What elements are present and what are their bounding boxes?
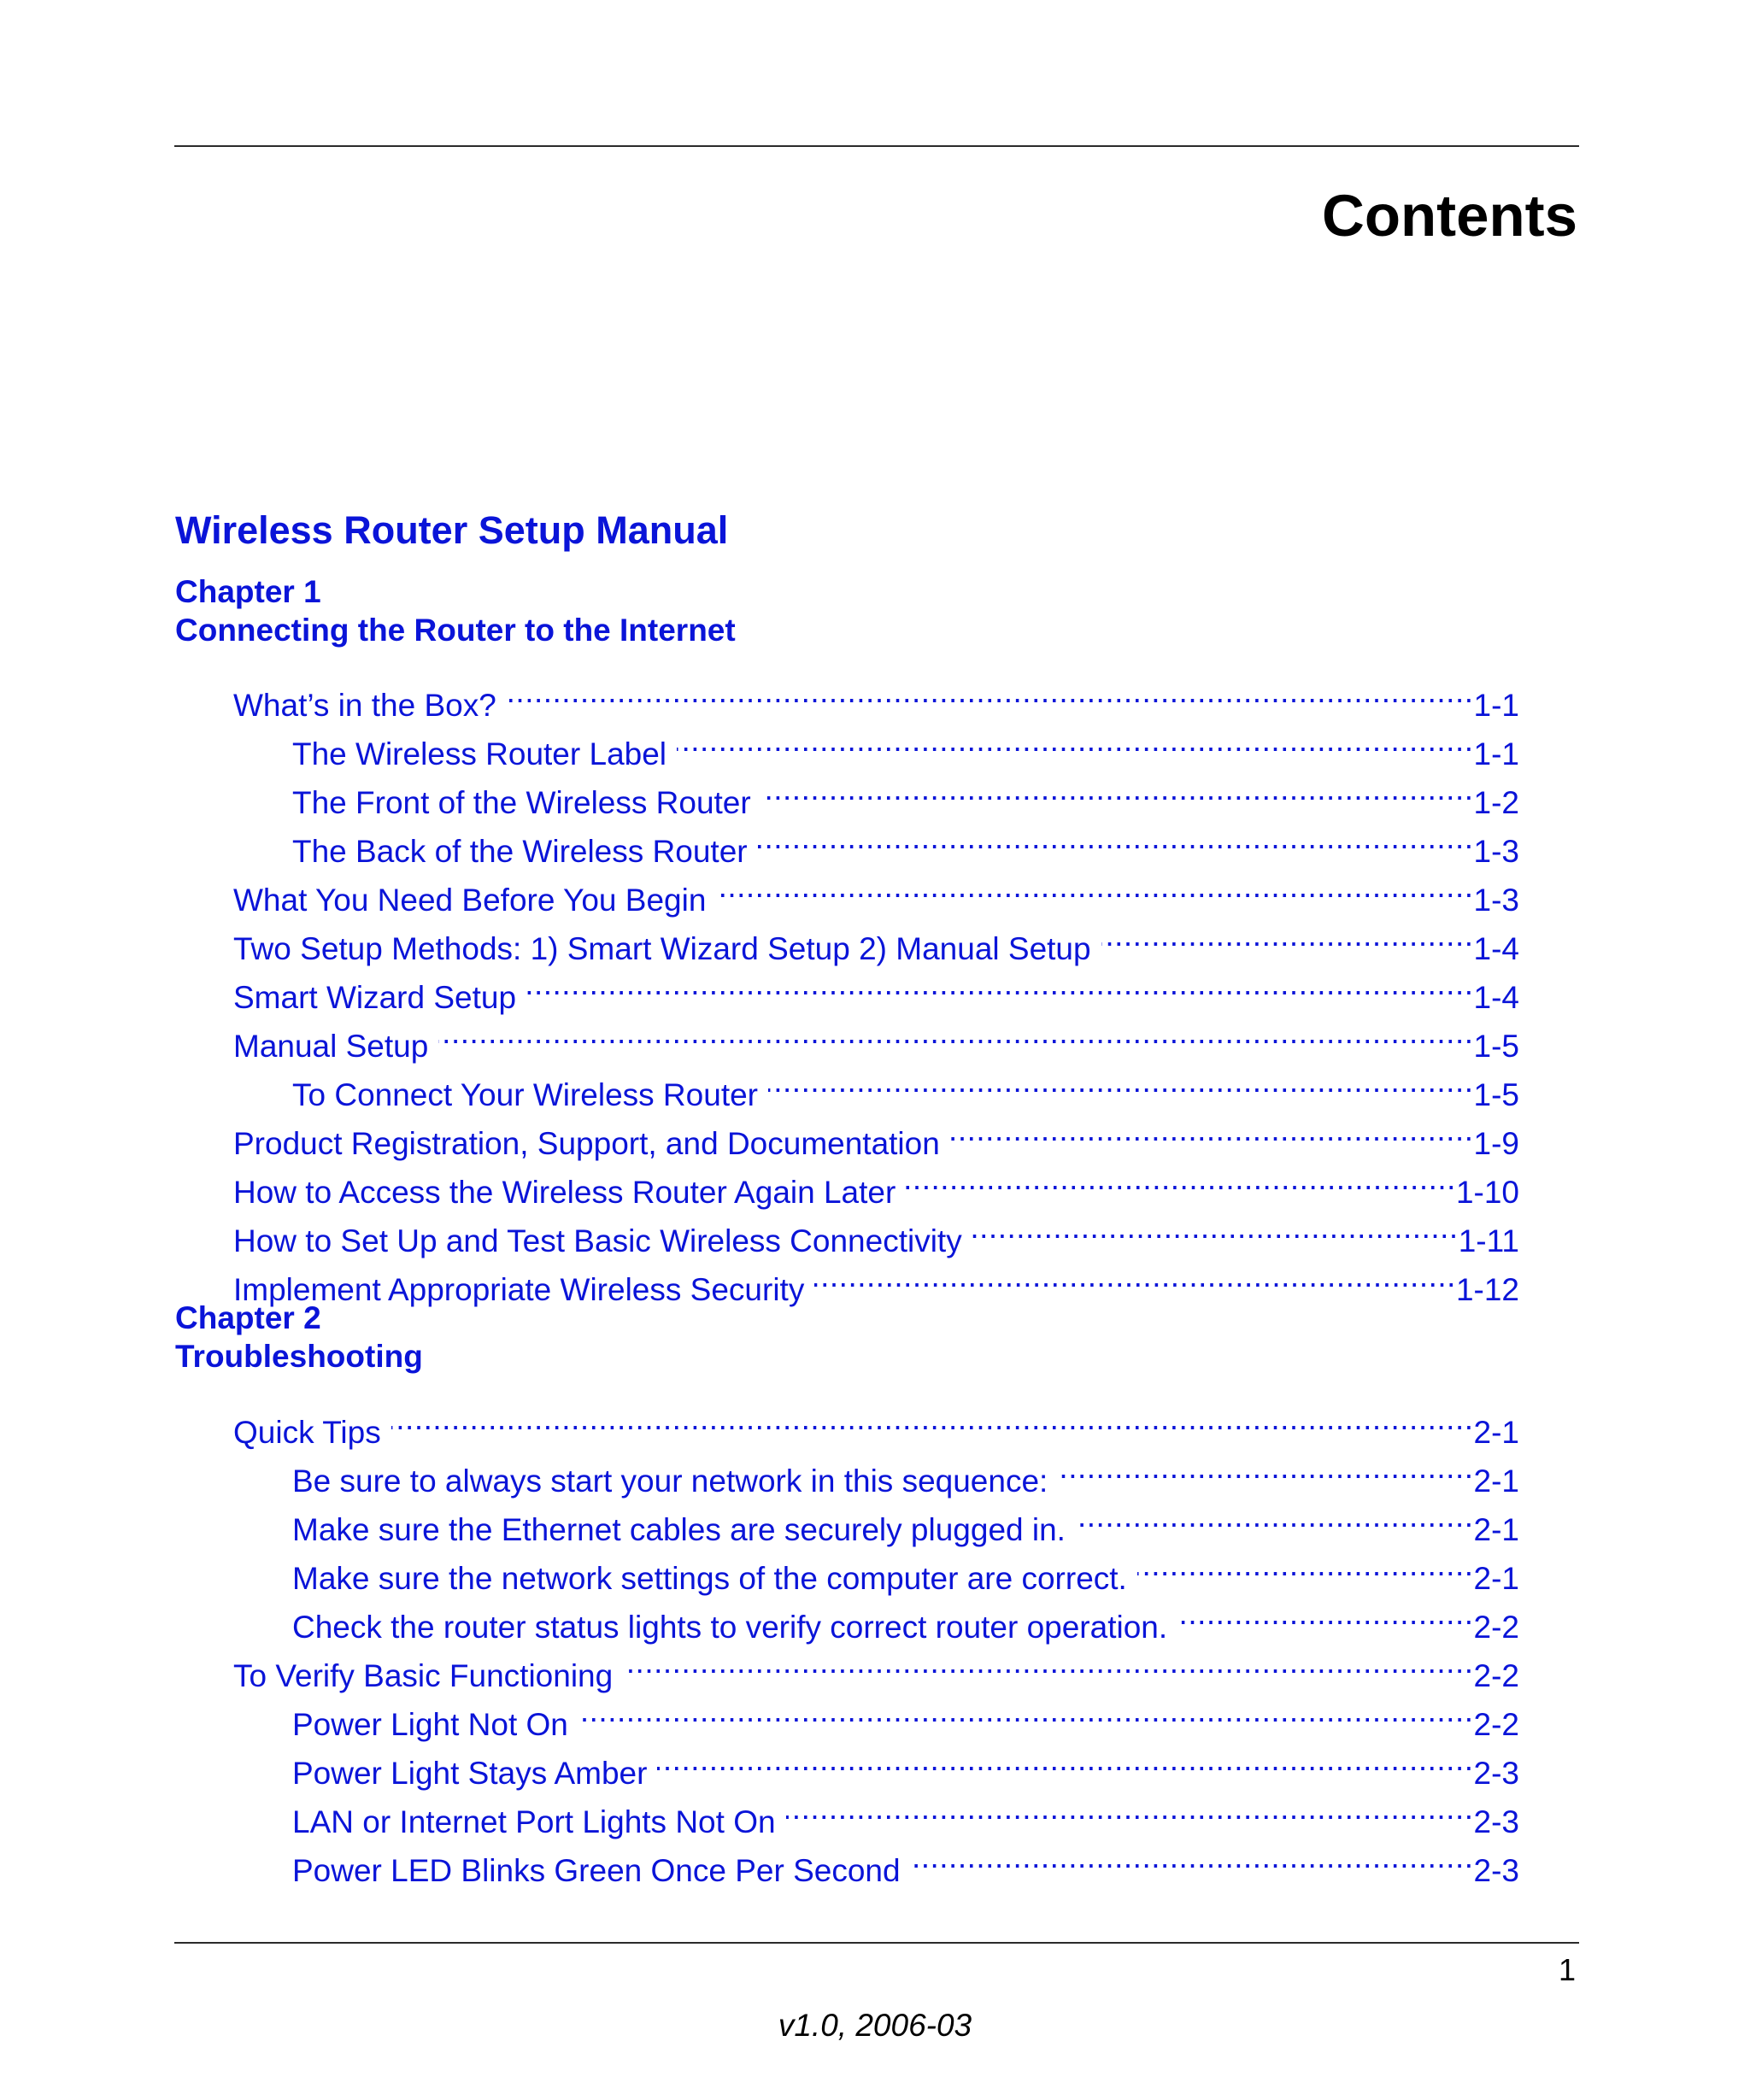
dot-leader: [768, 1057, 1474, 1106]
chapter-number-label[interactable]: Chapter 2: [175, 1300, 321, 1335]
toc-entry[interactable]: [292, 765, 1519, 820]
dot-leader: [391, 1394, 1474, 1443]
dot-leader: [1101, 911, 1474, 959]
toc-entry-title[interactable]: Implement Appropriate Wireless Security: [233, 1272, 805, 1307]
dot-leader: [761, 765, 1474, 813]
version-label: v1.0, 2006-03: [778, 2008, 972, 2043]
dot-leader: [972, 1203, 1459, 1252]
dot-leader: [950, 1106, 1474, 1154]
toc-entry[interactable]: [292, 716, 1519, 771]
toc-entry-page[interactable]: 1-10: [1455, 1175, 1519, 1210]
page-title: Contents: [1322, 183, 1577, 249]
toc-entry-title[interactable]: To Connect Your Wireless Router: [292, 1077, 758, 1112]
dot-leader: [786, 1784, 1474, 1833]
toc-entry-title[interactable]: What You Need Before You Begin: [233, 883, 707, 918]
toc-entry[interactable]: [233, 667, 1519, 723]
toc-entry-title[interactable]: Manual Setup: [233, 1029, 429, 1064]
toc-list-chapter-2: [0, 1394, 1750, 1888]
dot-leader: [438, 1008, 1473, 1057]
header-rule: [174, 145, 1579, 147]
toc-entry-title[interactable]: Quick Tips: [233, 1415, 381, 1450]
toc-entry-title[interactable]: LAN or Internet Port Lights Not On: [292, 1804, 776, 1839]
toc-entry[interactable]: [233, 911, 1519, 966]
toc-entry-title[interactable]: What’s in the Box?: [233, 688, 496, 723]
toc-entry[interactable]: [292, 1443, 1519, 1499]
toc-entry[interactable]: [292, 1492, 1519, 1547]
toc-entry-page[interactable]: 2-3: [1473, 1853, 1519, 1888]
toc-entry-page[interactable]: 1-5: [1473, 1077, 1519, 1112]
toc-entry-page[interactable]: 2-1: [1473, 1415, 1519, 1450]
toc-entry[interactable]: [292, 1686, 1519, 1742]
toc-entry-page[interactable]: 1-4: [1473, 980, 1519, 1015]
chapter-title[interactable]: Troubleshooting: [175, 1339, 423, 1374]
toc-entry-page[interactable]: 1-3: [1473, 834, 1519, 869]
toc-entry-title[interactable]: Power Light Not On: [292, 1707, 568, 1742]
toc-entry-page[interactable]: 1-5: [1473, 1029, 1519, 1064]
toc-entry-page[interactable]: 1-1: [1473, 688, 1519, 723]
dot-leader: [1076, 1492, 1474, 1540]
toc-entry-page[interactable]: 2-2: [1473, 1707, 1519, 1742]
toc-entry-title[interactable]: Be sure to always start your network in this sequence:: [292, 1464, 1048, 1499]
toc-entry-title[interactable]: The Back of the Wireless Router: [292, 834, 748, 869]
toc-entry[interactable]: [292, 1057, 1519, 1112]
toc-entry-title[interactable]: How to Set Up and Test Basic Wireless Connectivity: [233, 1223, 962, 1258]
toc-entry-title[interactable]: The Wireless Router Label: [292, 736, 667, 771]
page-number: 1: [1558, 1952, 1576, 1987]
toc-entry-title[interactable]: Power LED Blinks Green Once Per Second: [292, 1853, 901, 1888]
toc-entry-page[interactable]: 2-2: [1473, 1658, 1519, 1693]
toc-entry-title[interactable]: Make sure the Ethernet cables are securely plugged in.: [292, 1512, 1066, 1547]
toc-entry-page[interactable]: 2-2: [1473, 1610, 1519, 1645]
chapter-heading-1[interactable]: [175, 572, 736, 649]
toc-entry[interactable]: [233, 1252, 1519, 1307]
toc-entry-title[interactable]: How to Access the Wireless Router Again Later: [233, 1175, 896, 1210]
toc-entry[interactable]: [292, 1589, 1519, 1645]
toc-entry-page[interactable]: 1-1: [1473, 736, 1519, 771]
dot-leader: [623, 1638, 1473, 1686]
dot-leader: [507, 667, 1474, 716]
toc-entry-page[interactable]: 1-3: [1473, 883, 1519, 918]
toc-entry-page[interactable]: 2-1: [1473, 1561, 1519, 1596]
toc-entry-page[interactable]: 1-11: [1458, 1223, 1519, 1258]
toc-entry[interactable]: [233, 1394, 1519, 1450]
toc-entry[interactable]: [233, 1203, 1519, 1258]
toc-entry-title[interactable]: Two Setup Methods: 1) Smart Wizard Setup 2) Manual Setup: [233, 931, 1091, 966]
toc-entry[interactable]: [233, 1638, 1519, 1693]
toc-entry[interactable]: [292, 1784, 1519, 1839]
chapter-heading-2[interactable]: [175, 1299, 423, 1376]
dot-leader: [1177, 1589, 1473, 1638]
dot-leader: [1137, 1540, 1474, 1589]
dot-leader: [906, 1154, 1456, 1203]
manual-title-link[interactable]: Wireless Router Setup Manual: [175, 508, 729, 552]
toc-entry-page[interactable]: 2-3: [1473, 1804, 1519, 1839]
toc-entry-page[interactable]: 1-12: [1455, 1272, 1519, 1307]
toc-entry-page[interactable]: 1-9: [1473, 1126, 1519, 1161]
dot-leader: [716, 862, 1473, 911]
toc-entry-title[interactable]: Check the router status lights to verify correct router operation.: [292, 1610, 1168, 1645]
dot-leader: [1058, 1443, 1473, 1492]
dot-leader: [578, 1686, 1474, 1735]
toc-entry[interactable]: [233, 959, 1519, 1015]
chapter-title[interactable]: Connecting the Router to the Internet: [175, 613, 736, 648]
footer-rule: [174, 1942, 1579, 1944]
toc-entry-title[interactable]: To Verify Basic Functioning: [233, 1658, 614, 1693]
toc-entry-title[interactable]: Product Registration, Support, and Documentation: [233, 1126, 940, 1161]
dot-leader: [911, 1833, 1474, 1881]
chapter-number-label[interactable]: Chapter 1: [175, 574, 321, 609]
toc-entry[interactable]: [233, 1106, 1519, 1161]
toc-entry-page[interactable]: 1-2: [1473, 785, 1519, 820]
toc-entry[interactable]: [292, 1735, 1519, 1791]
toc-entry-title[interactable]: Smart Wizard Setup: [233, 980, 517, 1015]
toc-entry-title[interactable]: Make sure the network settings of the computer are correct.: [292, 1561, 1127, 1596]
toc-entry-title[interactable]: Power Light Stays Amber: [292, 1756, 648, 1791]
toc-entry-title[interactable]: The Front of the Wireless Router: [292, 785, 751, 820]
toc-list-chapter-1: [0, 667, 1750, 1307]
toc-entry-page[interactable]: 2-3: [1473, 1756, 1519, 1791]
toc-entry[interactable]: [292, 1540, 1519, 1596]
toc-entry[interactable]: [233, 862, 1519, 918]
dot-leader: [677, 716, 1473, 765]
toc-entry[interactable]: [292, 1833, 1519, 1888]
toc-entry[interactable]: [233, 1154, 1519, 1210]
dot-leader: [758, 813, 1474, 862]
dot-leader: [657, 1735, 1473, 1784]
toc-entry[interactable]: [292, 813, 1519, 869]
toc-entry-page[interactable]: 2-1: [1473, 1512, 1519, 1547]
dot-leader: [814, 1252, 1456, 1300]
dot-leader: [526, 959, 1473, 1008]
toc-entry-page[interactable]: 2-1: [1473, 1464, 1519, 1499]
toc-entry-page[interactable]: 1-4: [1473, 931, 1519, 966]
toc-entry[interactable]: [233, 1008, 1519, 1064]
